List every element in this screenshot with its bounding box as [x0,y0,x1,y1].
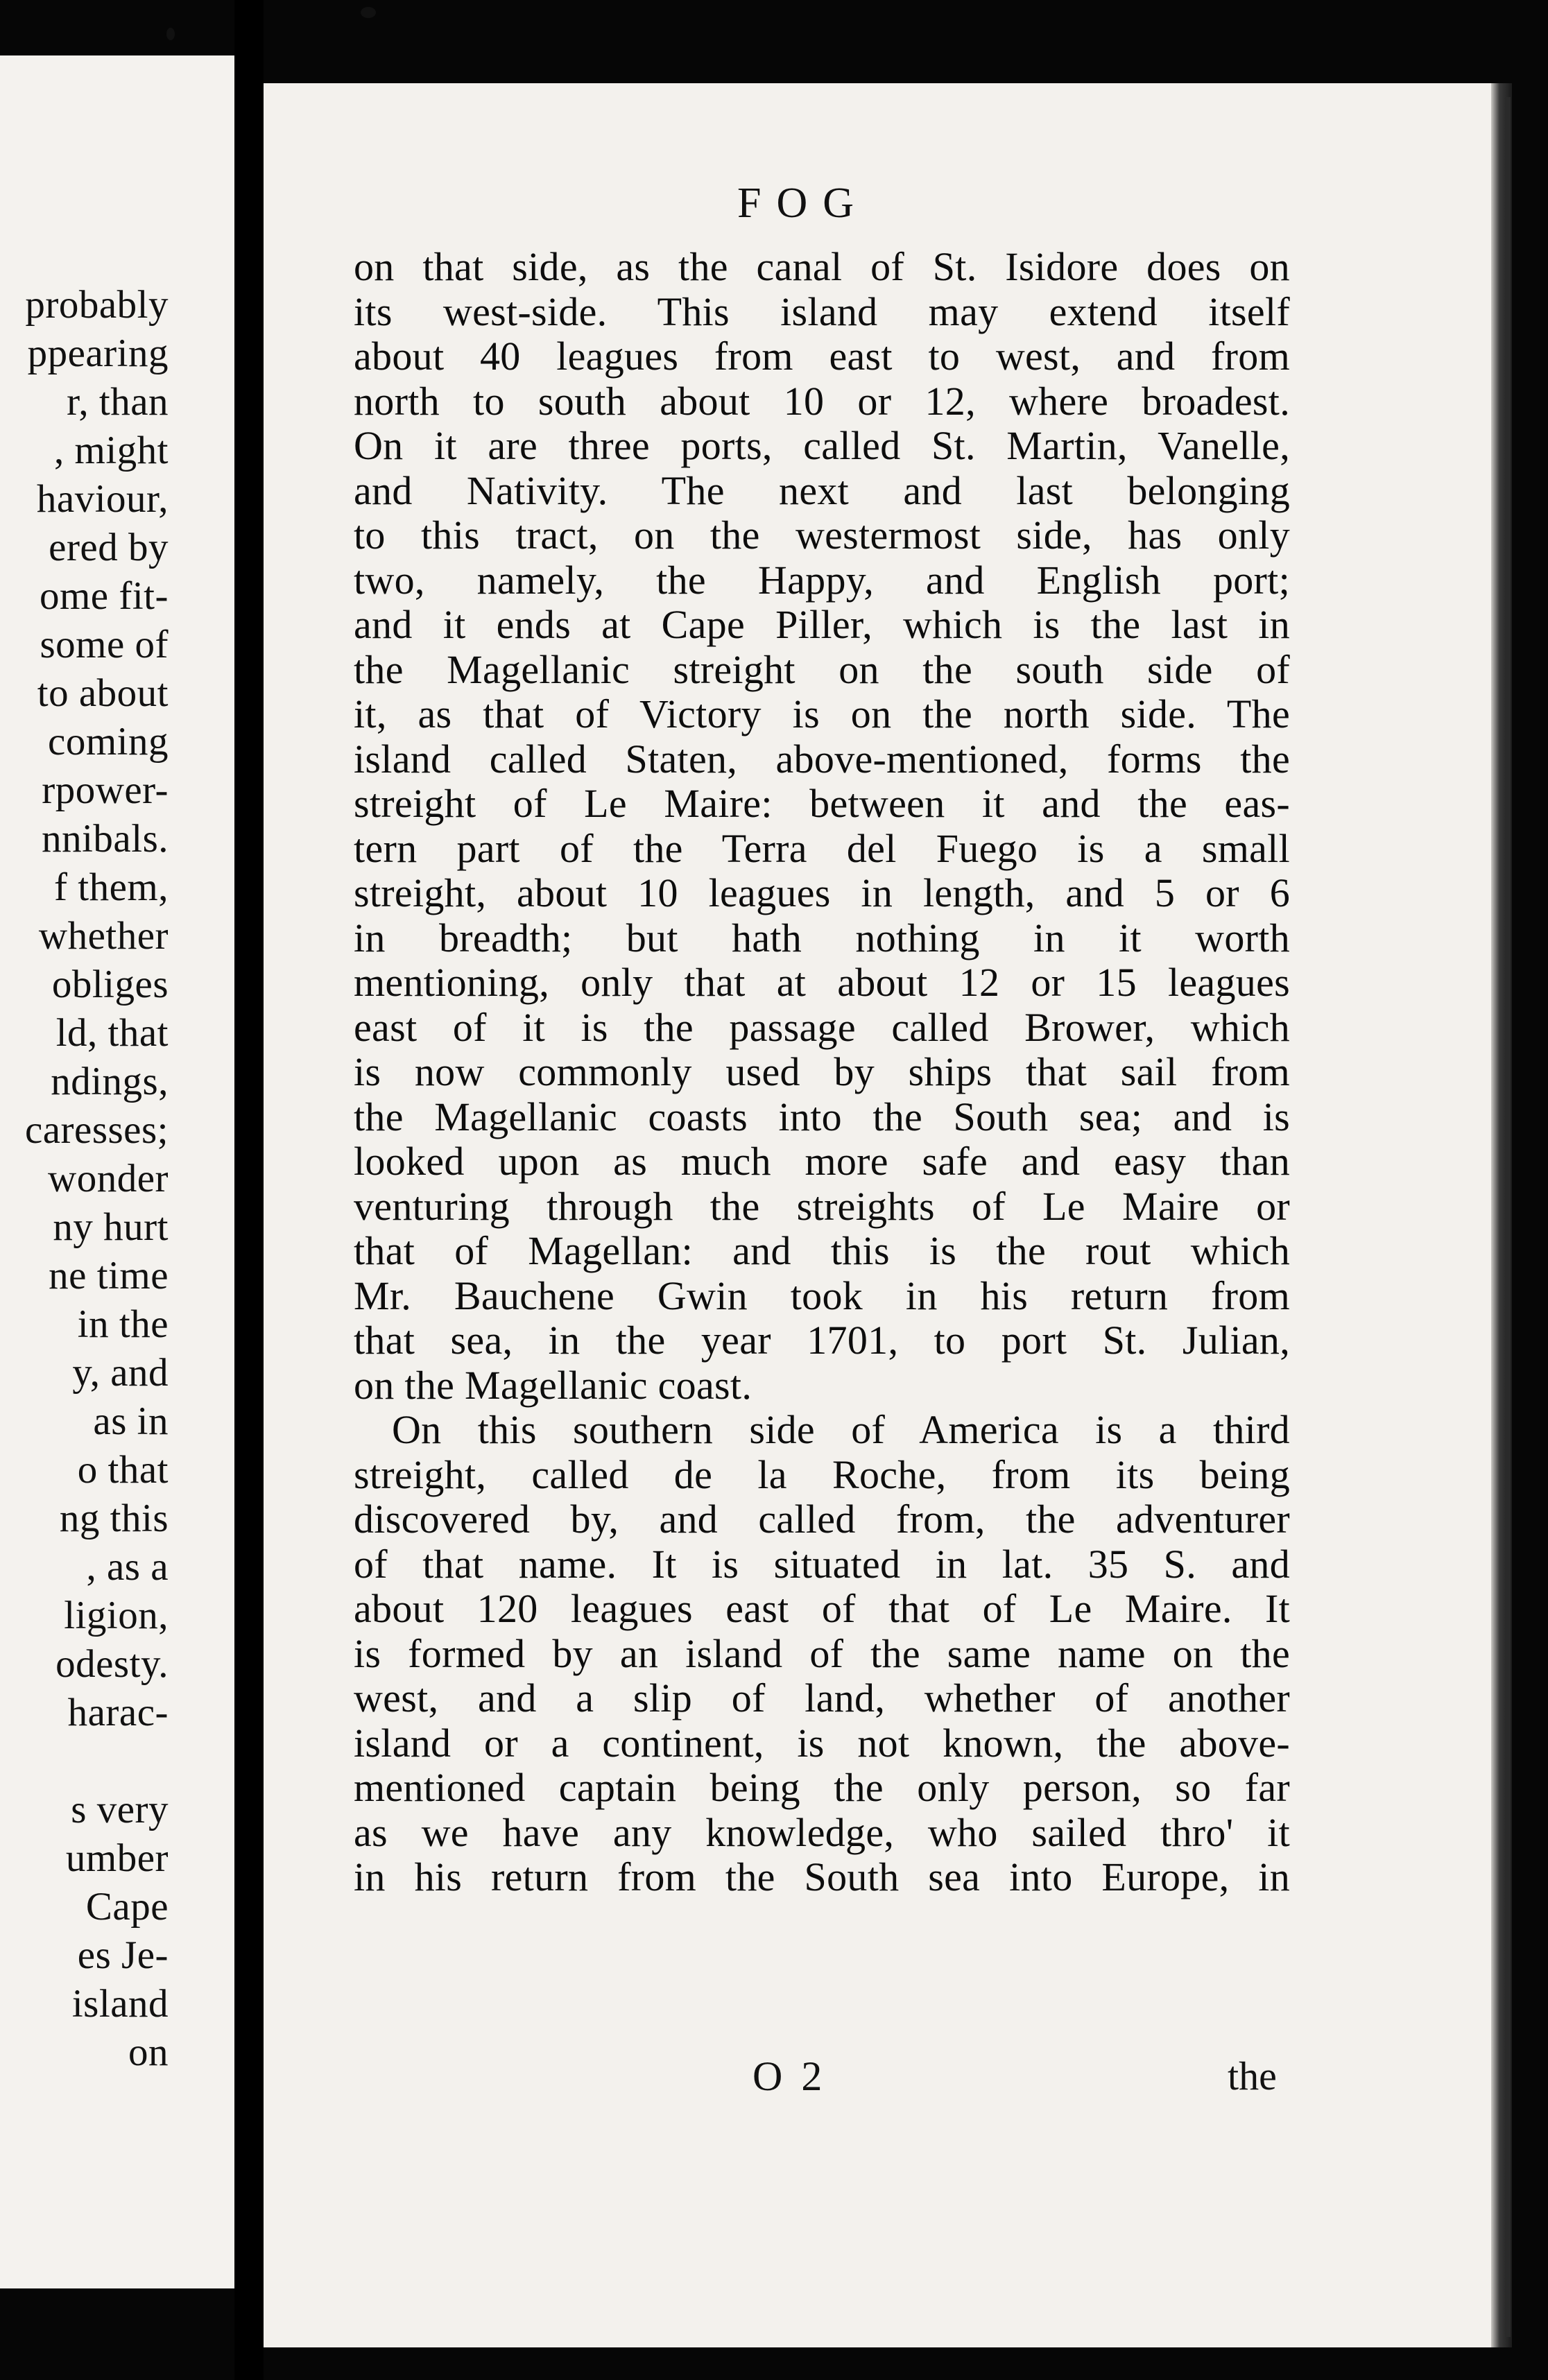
running-head: FOG [737,180,870,227]
left-page-line: island [71,1982,169,2026]
left-page-line: nnibals. [42,817,169,861]
text-line: discovered by, and called from, the adventurer [354,1497,1290,1542]
text-line: looked upon as much more safe and easy than [354,1139,1290,1184]
left-page-line: coming [48,720,169,764]
text-line: the Magellanic coasts into the South sea; and is [354,1094,1290,1139]
left-page-line: s very [71,1788,169,1831]
left-page-line: to about [37,671,169,715]
left-page-fragment [0,55,234,2288]
text-line: in breadth; but hath nothing in it worth [354,915,1290,960]
catchword: the [1228,2053,1277,2098]
left-page-line: Cape [85,1885,169,1929]
left-page-line: , might [53,429,169,472]
left-page-line: o that [77,1448,169,1492]
text-line: the Magellanic streight on the south side of [354,646,1290,692]
text-line: on that side, as the canal of St. Isidore does on [354,244,1290,289]
text-line: that of Magellan: and this is the rout which [354,1228,1290,1273]
left-page-line: ndings, [51,1060,169,1103]
text-line: mentioning, only that at about 12 or 15 leagues [354,960,1290,1005]
left-page-line: ng this [59,1497,169,1540]
text-line: to this tract, on the westermost side, has only [354,512,1290,558]
left-page-line: caresses; [24,1108,169,1152]
text-line: and Nativity. The next and last belonging [354,467,1290,513]
scan-speck [361,7,376,18]
left-page-line: ny hurt [53,1205,169,1249]
left-page-line: odesty. [55,1642,169,1686]
text-line: two, namely, the Happy, and English port; [354,557,1290,603]
text-line: as we have any knowledge, who sailed thro' it [354,1809,1290,1855]
left-page-line: ome fit- [39,574,169,618]
left-page-line: rpower- [42,768,169,812]
left-page-line: wonder [48,1157,169,1200]
text-line: in his return from the South sea into Europe, in [354,1854,1290,1899]
left-page-line: in the [77,1302,169,1346]
text-line: On it are three ports, called St. Martin, Vanelle, [354,423,1290,468]
text-line: mentioned captain being the only person, so far [354,1765,1290,1810]
left-page-line: ne time [49,1254,169,1297]
page-edge-line [1505,97,1511,2337]
text-line: is now commonly used by ships that sail from [354,1049,1290,1094]
left-page-line: on [128,2030,169,2074]
text-line: east of it is the passage called Brower, which [354,1004,1290,1050]
left-page-line: some of [40,623,169,666]
left-page-line: probably [25,283,169,327]
left-page-line: umber [65,1836,169,1880]
text-line: streight, about 10 leagues in length, and 5 or 6 [354,870,1290,915]
scan-speck [166,28,175,40]
text-line: north to south about 10 or 12, where broadest. [354,378,1290,424]
text-line: that sea, in the year 1701, to port St. Julian, [354,1318,1290,1363]
left-page-line: harac- [67,1691,169,1734]
left-page-line: es Je- [77,1933,169,1977]
left-page-line: f them, [54,865,169,909]
left-page-line: ld, that [55,1011,169,1055]
left-page-line: ppearing [27,331,169,375]
text-line: on the Magellanic coast. [354,1362,752,1408]
text-line: of that name. It is situated in lat. 35 S. and [354,1541,1290,1587]
book-gutter [234,0,264,2380]
text-line: On this southern side of America is a third [392,1407,1290,1452]
text-line: island or a continent, is not known, the above- [354,1720,1290,1766]
left-page-line: ligion, [64,1594,169,1637]
text-line: and it ends at Cape Piller, which is the last in [354,602,1290,647]
left-page-line: y, and [72,1351,169,1395]
text-line: Mr. Bauchene Gwin took in his return from [354,1273,1290,1318]
left-page-line: obliges [51,963,169,1006]
signature-mark: O 2 [752,2053,827,2099]
left-page-line: ered by [49,526,169,569]
text-line: streight of Le Maire: between it and the eas- [354,781,1290,826]
text-line: about 120 leagues east of that of Le Maire. It [354,1586,1290,1631]
text-line: venturing through the streights of Le Maire or [354,1183,1290,1229]
text-line: island called Staten, above-mentioned, forms the [354,736,1290,782]
left-page-line: , as a [86,1545,169,1589]
text-line: west, and a slip of land, whether of another [354,1675,1290,1721]
text-line: streight, called de la Roche, from its being [354,1451,1290,1497]
text-line: its west-side. This island may extend itself [354,288,1290,334]
left-page-line: whether [38,914,169,958]
text-line: it, as that of Victory is on the north side. The [354,691,1290,736]
left-page-line: as in [93,1399,169,1443]
text-line: is formed by an island of the same name on the [354,1630,1290,1676]
left-page-line: haviour, [36,477,169,521]
text-line: about 40 leagues from east to west, and from [354,334,1290,379]
left-page-line: r, than [67,380,169,424]
text-line: tern part of the Terra del Fuego is a small [354,825,1290,871]
